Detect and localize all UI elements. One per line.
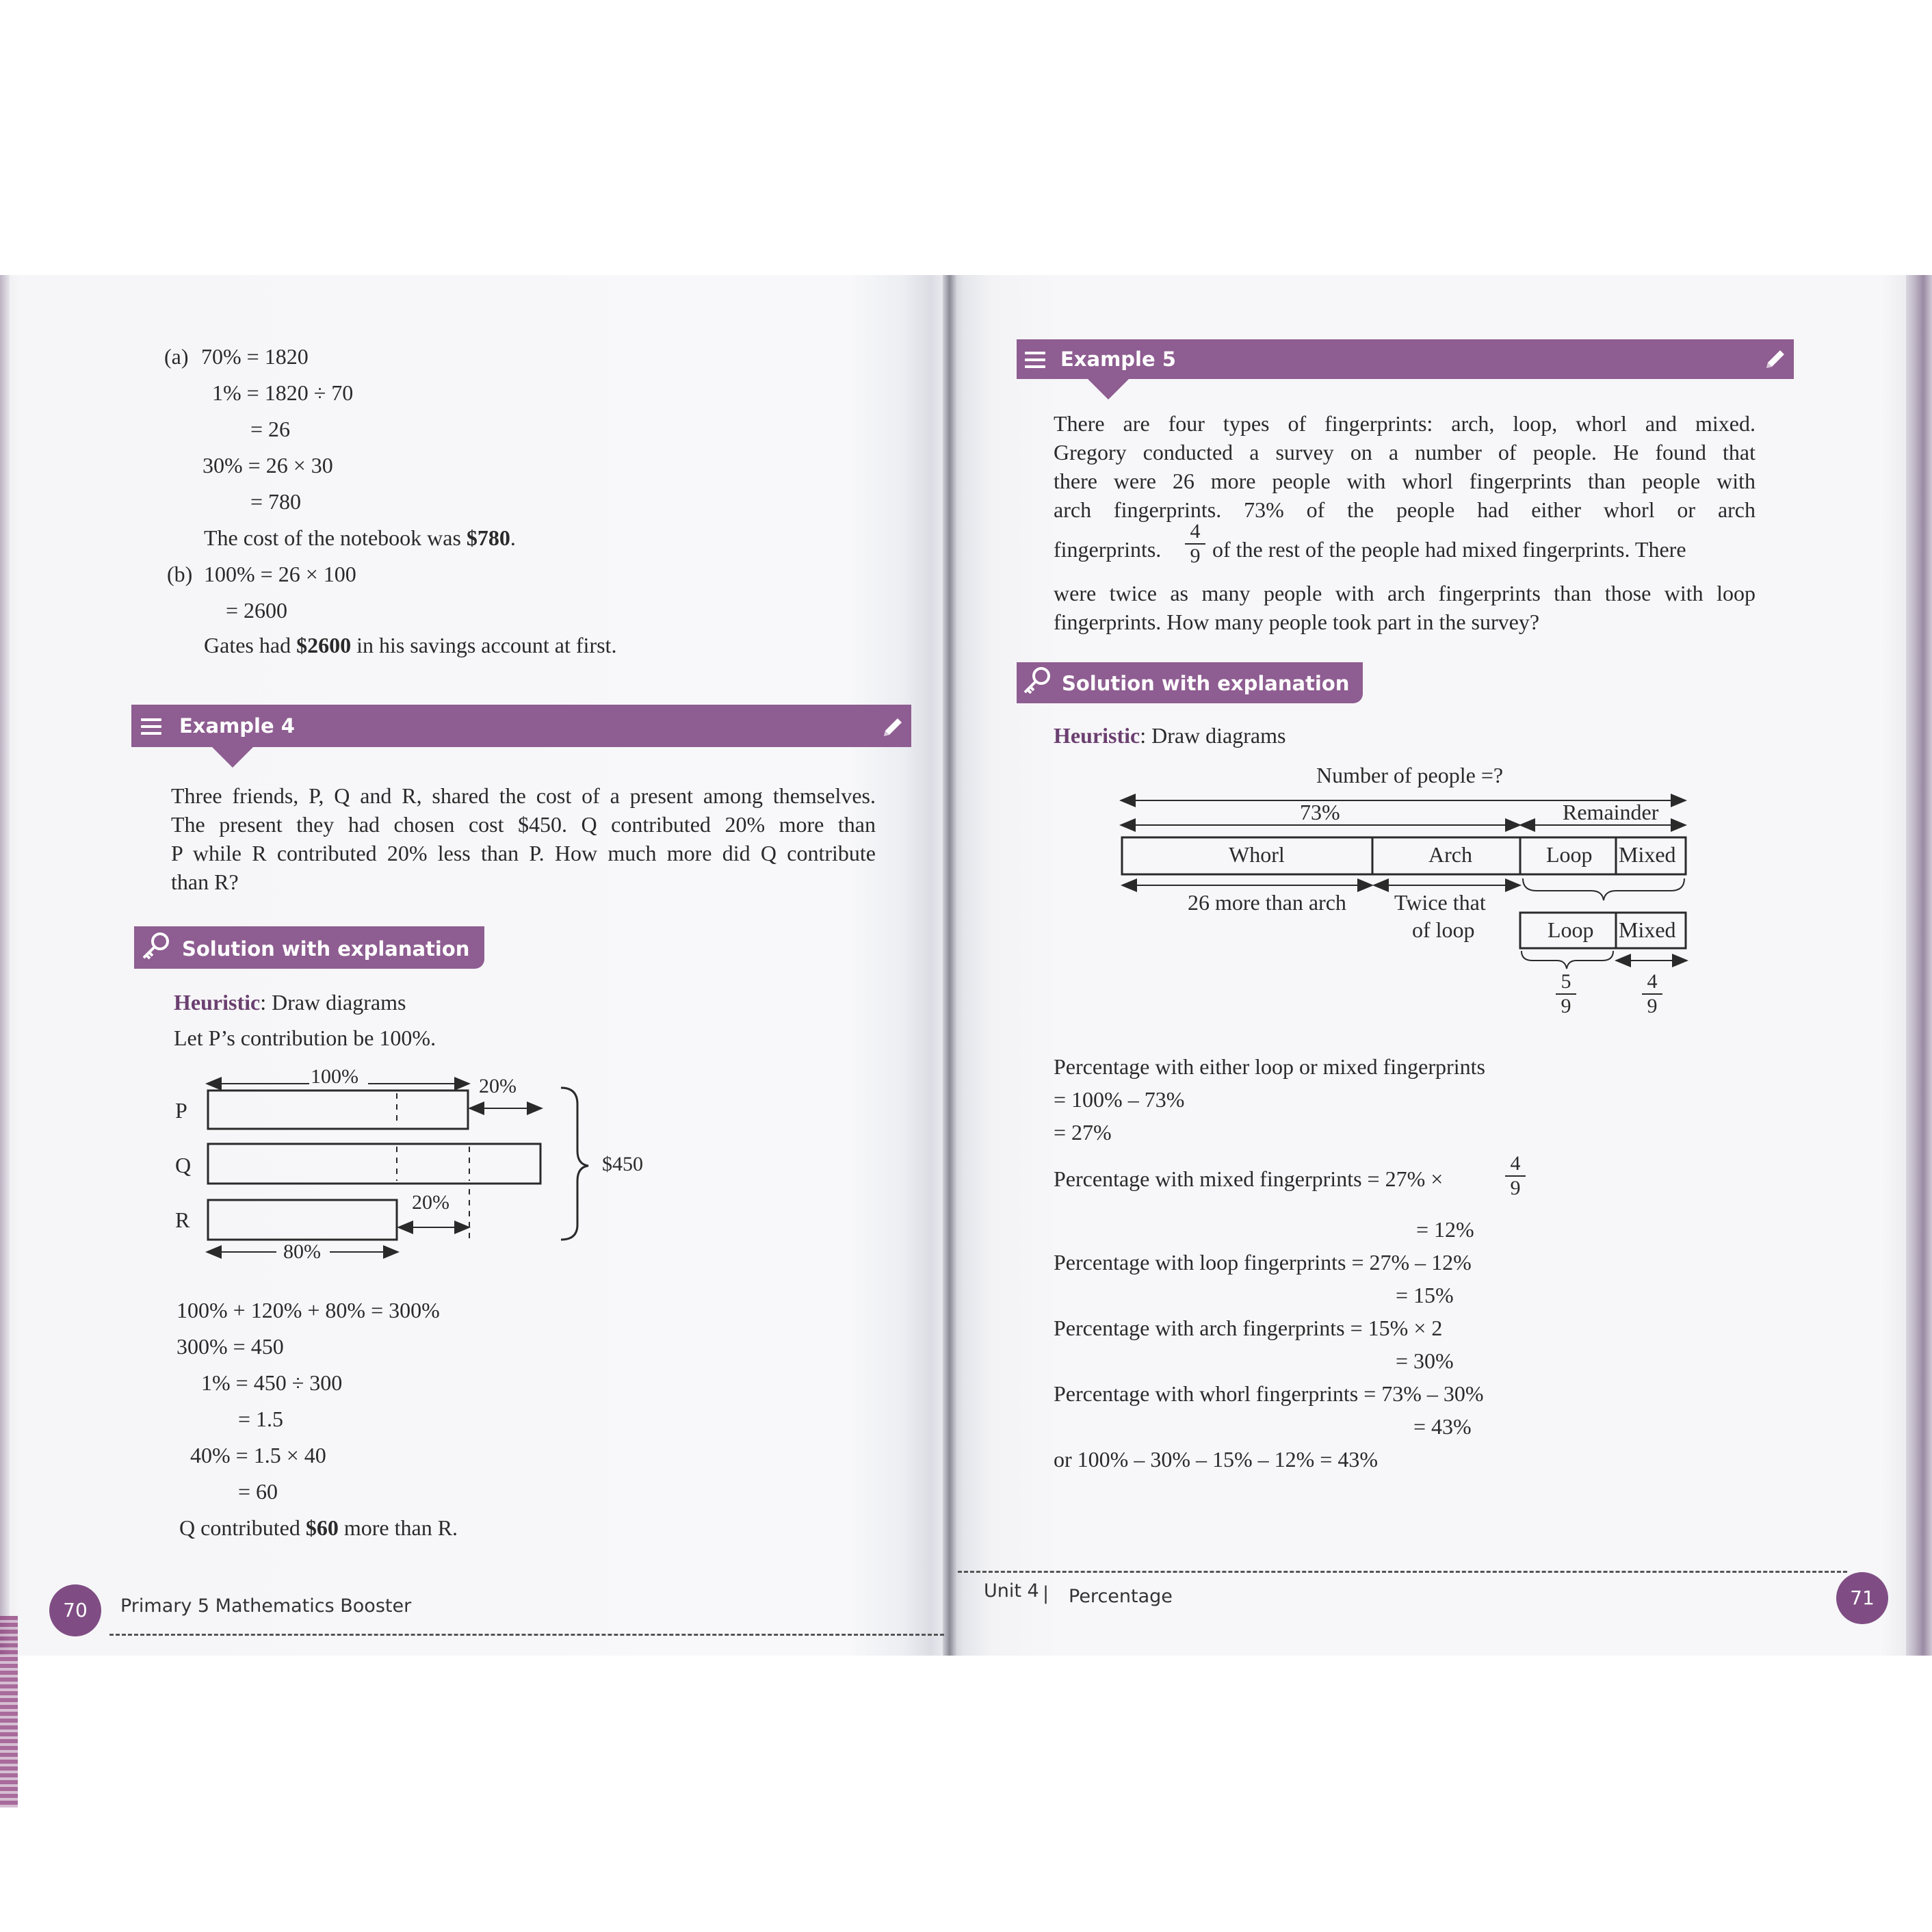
box-mixed: Mixed [1619,842,1676,867]
box-whorl: Whorl [1229,842,1285,867]
work-loop-result: = 15% [1396,1283,1454,1307]
example-5-title: Example 5 [1060,348,1176,371]
page-number-right: 71 [1836,1572,1888,1624]
work-mixed-fraction: $\frac{4}{9}$ [1505,1153,1526,1199]
example-5-fraction: $\frac{4}{9}$ [1185,521,1205,566]
row-label-r: R [175,1208,190,1232]
example-4-title: Example 4 [179,714,295,737]
heuristic-line: Heuristic: Draw diagrams [1054,723,1286,748]
working-line-4: = 1.5 [238,1407,284,1431]
solution-a-line-5: = 780 [250,489,302,514]
solution-a-line-4: 30% = 26 × 30 [203,453,333,478]
example-5-fraction-line-suffix: of the rest of the people had mixed fingerprints. There [1212,537,1686,562]
work-loop-line: Percentage with loop fingerprints = 27% – 12% [1054,1250,1472,1275]
work-whorl-line: Percentage with whorl fingerprints = 73% – 30% [1054,1381,1484,1406]
solution-a-label: (a) [164,344,189,369]
solution-a-line-2: 1% = 1820 ÷ 70 [212,380,354,405]
solution-header-title: Solution with explanation [182,937,470,961]
book-title: Primary 5 Mathematics Booster [120,1595,412,1617]
work-line-1: Percentage with either loop or mixed fingerprints [1054,1054,1485,1079]
fraction-loop: $\frac{5}{9}$ [1556,971,1576,1017]
arch-note-1: Twice that [1394,890,1486,915]
solution-b-line-2: = 2600 [226,598,288,623]
sub-box-loop: Loop [1548,917,1594,942]
box-arch: Arch [1428,842,1472,867]
unit-label: Unit 4 [984,1580,1039,1602]
solution-a-answer: The cost of the notebook was $780. [204,525,516,550]
footer-separator: | [1043,1583,1049,1604]
sub-box-mixed: Mixed [1619,917,1676,942]
working-line-2: 300% = 450 [177,1334,284,1359]
example-5-question-tail: were twice as many people with arch fingerprints than those with loop fingerprints. How many people took part in the survey? [1054,581,1755,634]
solution-header-title: Solution with explanation [1062,672,1350,695]
arch-note-2: of loop [1412,917,1475,942]
solution-a-line-3: = 26 [250,417,291,441]
working-line-3: 1% = 450 ÷ 300 [201,1370,343,1395]
let-line: Let P’s contribution be 100%. [174,1026,436,1050]
diagram-total-label: $450 [602,1153,643,1175]
diagram-remainder-label: Remainder [1563,800,1659,824]
row-label-p: P [175,1098,187,1123]
solution-b-label: (b) [167,562,193,586]
solution-a-line-1: 70% = 1820 [201,344,309,369]
work-mixed-result: = 12% [1416,1217,1474,1242]
example-5-fraction-line-prefix: fingerprints. [1054,537,1162,562]
diagram-bottom-label: 80% [283,1240,321,1263]
footer-divider-right [958,1571,1847,1573]
solution-b-line-1: 100% = 26 × 100 [204,562,356,586]
final-answer: Q contributed $60 more than R. [179,1515,458,1540]
work-line-2: = 100% – 73% [1054,1087,1185,1112]
example-4-question: Three friends, P, Q and R, shared the cost of a present among themselves. The present they had chosen cost $450. Q contributed 20% more than P while R contributed 20% less than P. How much more did Q contribute than R? [171,783,876,894]
topic-label: Percentage [1069,1586,1173,1607]
working-line-6: = 60 [238,1479,278,1504]
diagram-right-label: 20% [479,1075,517,1097]
work-arch-result: = 30% [1396,1348,1454,1373]
page-number-left: 70 [49,1584,101,1636]
work-line-3: = 27% [1054,1120,1112,1145]
diagram-title: Number of people =? [1316,763,1504,787]
solution-b-answer: Gates had $2600 in his savings account at first. [204,633,617,657]
example-5-question: There are four types of fingerprints: arch, loop, whorl and mixed. Gregory conducted a survey on a number of people. He found that there were 26 more people with whorl fingerprints than people with arch fingerprints. 73% of the people had either whorl or arch [1054,411,1755,522]
diagram-top-label: 100% [311,1065,358,1088]
work-mixed-line: Percentage with mixed fingerprints = 27% × [1054,1166,1444,1191]
diagram-mid-label: 20% [412,1191,449,1214]
heuristic-line: Heuristic: Draw diagrams [174,990,406,1015]
work-whorl-result: = 43% [1413,1414,1472,1439]
working-line-1: 100% + 120% + 80% = 300% [177,1298,440,1322]
whorl-note: 26 more than arch [1188,890,1346,915]
work-arch-line: Percentage with arch fingerprints = 15% × 2 [1054,1316,1443,1340]
fraction-mixed: $\frac{4}{9}$ [1642,971,1662,1017]
working-line-5: 40% = 1.5 × 40 [190,1443,326,1467]
box-loop: Loop [1546,842,1593,867]
diagram-pct-label: 73% [1300,800,1340,824]
work-alt-line: or 100% – 30% – 15% – 12% = 43% [1054,1447,1378,1472]
row-label-q: Q [175,1153,192,1177]
